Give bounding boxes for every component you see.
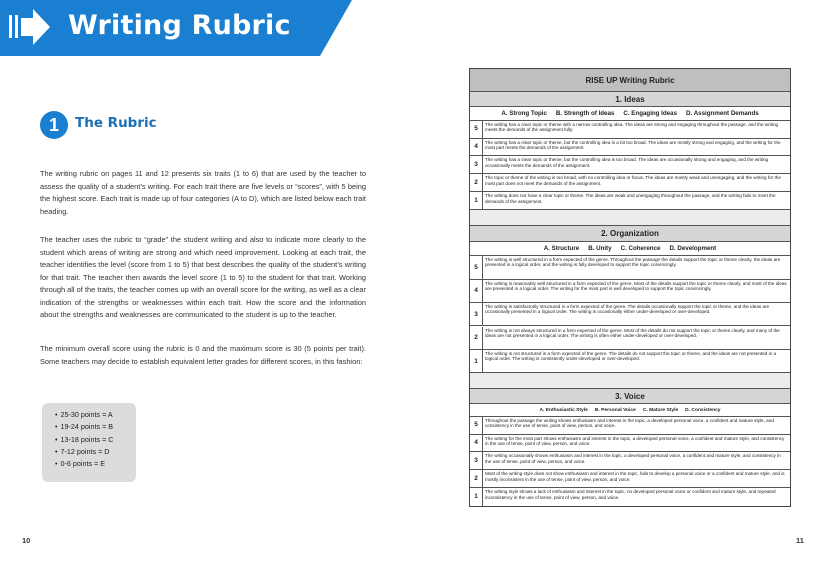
intro-paragraph: The writing rubric on pages 11 and 12 presents six traits (1 to 6) that are used by the teacher to assess the quality of a student’s writing. For each trait there are five levels or “scores”, with 5 being the highest score. Each trait is made up of four categories (A to D), which are listed below each trait heading. xyxy=(40,169,366,216)
rubric-level-row xyxy=(470,139,790,157)
rubric-score: 2 xyxy=(470,174,483,191)
scoring-paragraph: The minimum overall score using the rubric is 0 and the maximum score is 30 (5 points per trait). Some teachers may decide to establish equivalent letter grades for different scores, in this fashion: xyxy=(40,344,366,366)
rubric-level-row xyxy=(470,174,790,192)
rubric-description: The writing is reasonably well structured in a form expected of the genre. Most of the details support the topic or theme clearly, and most of the ideas are presented in a logical order. The writing for the most part is well developed to support the topic convincingly. xyxy=(485,280,787,291)
rubric-description: The writing is not always structured in a form expected of the genre. Most of the details do not support the topic or theme clearly, and many of the ideas are not presented in a logical order. The writing is often either under-developed or over-developed. xyxy=(485,327,780,338)
section-title: The Rubric xyxy=(75,115,157,131)
rubric-categories xyxy=(470,405,790,417)
rubric-description: The writing is not structured in a form expected of the genre. The details do not support the topic or theme, and the ideas are not presented in a logical order. The writing is consistently under-developed or over-developed. xyxy=(485,350,777,362)
rubric-section-title: 1. Ideas xyxy=(470,92,790,107)
rubric-level-row xyxy=(470,256,790,279)
rubric-description: The writing is satisfactorily structured in a form expected of the genre. The details occasionally support the topic or theme, and the ideas are occasionally presented in a logical order. The writing is occasionally either under-developed or over-developed. xyxy=(485,304,770,315)
rubric-description: The writing has a clear topic or theme with a narrow controlling idea. The ideas are strong and engaging throughout the passage, and the writing meets the demands of the assignment fully. xyxy=(485,121,779,133)
rubric-score: 5 xyxy=(470,256,483,278)
rubric-categories xyxy=(470,107,790,121)
rubric-spacer xyxy=(470,373,790,389)
rubric-level-row xyxy=(470,156,790,174)
rubric-level-row xyxy=(470,121,790,139)
grade-scale-box xyxy=(42,403,136,482)
rubric-category: A. Enthusiastic Style xyxy=(539,407,588,413)
rubric-level-row xyxy=(470,280,790,303)
rubric-score: 2 xyxy=(470,327,483,349)
page-number-right: 11 xyxy=(796,536,804,545)
rubric-level-row xyxy=(470,350,790,373)
rubric-category: D. Assignment Demands xyxy=(686,109,759,117)
rubric-score: 1 xyxy=(470,350,483,372)
rubric-description: The writing has a clear topic or theme, but the controlling idea is too broad. The ideas are occasionally strong and engaging, and the writing occasionally meets the demands of the assignment. xyxy=(485,157,769,168)
rubric-section-title: 3. Voice xyxy=(470,389,790,404)
rubric-level-row xyxy=(470,435,790,453)
rubric-score: 3 xyxy=(470,452,483,469)
rubric-level-row xyxy=(470,488,790,506)
rubric-table xyxy=(469,68,791,507)
rubric-categories xyxy=(470,242,790,256)
rubric-score: 4 xyxy=(470,139,483,156)
grade-item: • 0-6 points = E xyxy=(55,458,136,470)
rubric-score: 1 xyxy=(470,192,483,209)
rubric-description: Throughout the passage the writing shows enthusiasm and interest in the topic, a developed personal voice, a confident and mature style, and consistency in the use of tense, point of view, person, and voice. xyxy=(485,417,774,429)
rubric-score: 1 xyxy=(470,488,483,506)
grade-item: • 25-30 points = A xyxy=(55,409,136,421)
usage-paragraph: The teacher uses the rubric to “grade” the student writing and also to indicate more clearly to the student which areas of writing are strong and which need improvement. Looking at each trait, the teacher identifies the level (score from 1 to 5) that best describes the quality of the student’s writing for that trait. The teacher then awards the level score (1 to 5) to the student for that trait. Working through all of the traits, the teacher comes up with an overall score for the writing, as well as a clear indication of the strengths or weaknesses within each trait. How the score and the information about the strengths and weaknesses are communicated to the student is up to the teacher. xyxy=(40,235,366,319)
rubric-description: The writing has a clear topic or theme, but the controlling idea is a bit too broad. The ideas are mostly strong and engaging, and the writing for the most part meets the demands of the assignment. xyxy=(485,139,781,150)
rubric-level-row xyxy=(470,452,790,470)
grade-item: • 19-24 points = B xyxy=(55,421,136,433)
rubric-level-row xyxy=(470,470,790,488)
rubric-category: A. Strong Topic xyxy=(501,109,547,117)
rubric-category: C. Coherence xyxy=(620,244,661,252)
rubric-category: C. Engaging Ideas xyxy=(623,109,678,117)
page-number-left: 10 xyxy=(22,536,31,545)
header-banner xyxy=(0,0,352,56)
rubric-description: The writing is well structured in a form expected of the genre. Throughout the passage the details support the topic or theme clearly, the ideas are presented in a logical order, and the writing is fully developed to support the topic convincingly. xyxy=(485,257,781,268)
rubric-title: RISE UP Writing Rubric xyxy=(470,69,790,92)
rubric-description: The writing style shows a lack of enthusiasm and interest in the topic, no developed personal voice or confident and mature style, and repeated inconsistency in the use of tense, point of view, person, and voice. xyxy=(485,489,776,500)
rubric-category: D. Development xyxy=(669,244,717,252)
grade-item: • 7-12 points = D xyxy=(55,446,136,458)
rubric-description: Most of the writing style does not show enthusiasm and interest in the topic, fails to develop a personal voice or a confident and mature style, and is mostly inconsistent in the use of tense, point of view, person, and voice. xyxy=(485,471,785,482)
grade-item: • 13-18 points = C xyxy=(55,434,136,446)
rubric-spacer xyxy=(470,210,790,226)
rubric-level-row xyxy=(470,303,790,326)
rubric-level-row xyxy=(470,417,790,435)
rubric-section-title: 2. Organization xyxy=(470,226,790,242)
rubric-description: The topic or theme of the writing is too broad, with no controlling idea or focus. The ideas are mostly weak and unengaging, and the writing for the most part does not meet the demands of the assignment. xyxy=(485,175,781,186)
rubric-category: C. Mature Style xyxy=(642,407,679,413)
rubric-description: The writing does not have a clear topic or theme. The ideas are weak and unengaging throughout the passage, and the writing fails to meet the demands of the assignment. xyxy=(485,193,776,204)
rubric-score: 3 xyxy=(470,303,483,325)
rubric-category: B. Unity xyxy=(588,244,612,252)
rubric-score: 3 xyxy=(470,156,483,173)
rubric-category: B. Strength of Ideas xyxy=(555,109,615,117)
rubric-description: The writing occasionally shows enthusiasm and interest in the topic, a developed personal voice, a confident and mature style, and consistency in the use of tense, point of view, person, and voice. xyxy=(485,453,781,464)
rubric-score: 4 xyxy=(470,435,483,452)
rubric-category: B. Personal Voice xyxy=(594,407,636,413)
rubric-description: The writing for the most part shows enthusiasm and interest in the topic, a developed personal voice, a confident and mature style, and consistency in the use of tense, point of view, person, and voice. xyxy=(485,435,785,446)
rubric-score: 4 xyxy=(470,280,483,302)
rubric-category: D. Consistency xyxy=(685,407,721,413)
rubric-score: 2 xyxy=(470,470,483,487)
rubric-level-row xyxy=(470,192,790,210)
rubric-score: 5 xyxy=(470,417,483,434)
rubric-category: A. Structure xyxy=(543,244,580,252)
rubric-level-row xyxy=(470,327,790,350)
section-number-badge: 1 xyxy=(40,111,68,139)
rubric-score: 5 xyxy=(470,121,483,138)
page-title: Writing Rubric xyxy=(68,10,291,41)
